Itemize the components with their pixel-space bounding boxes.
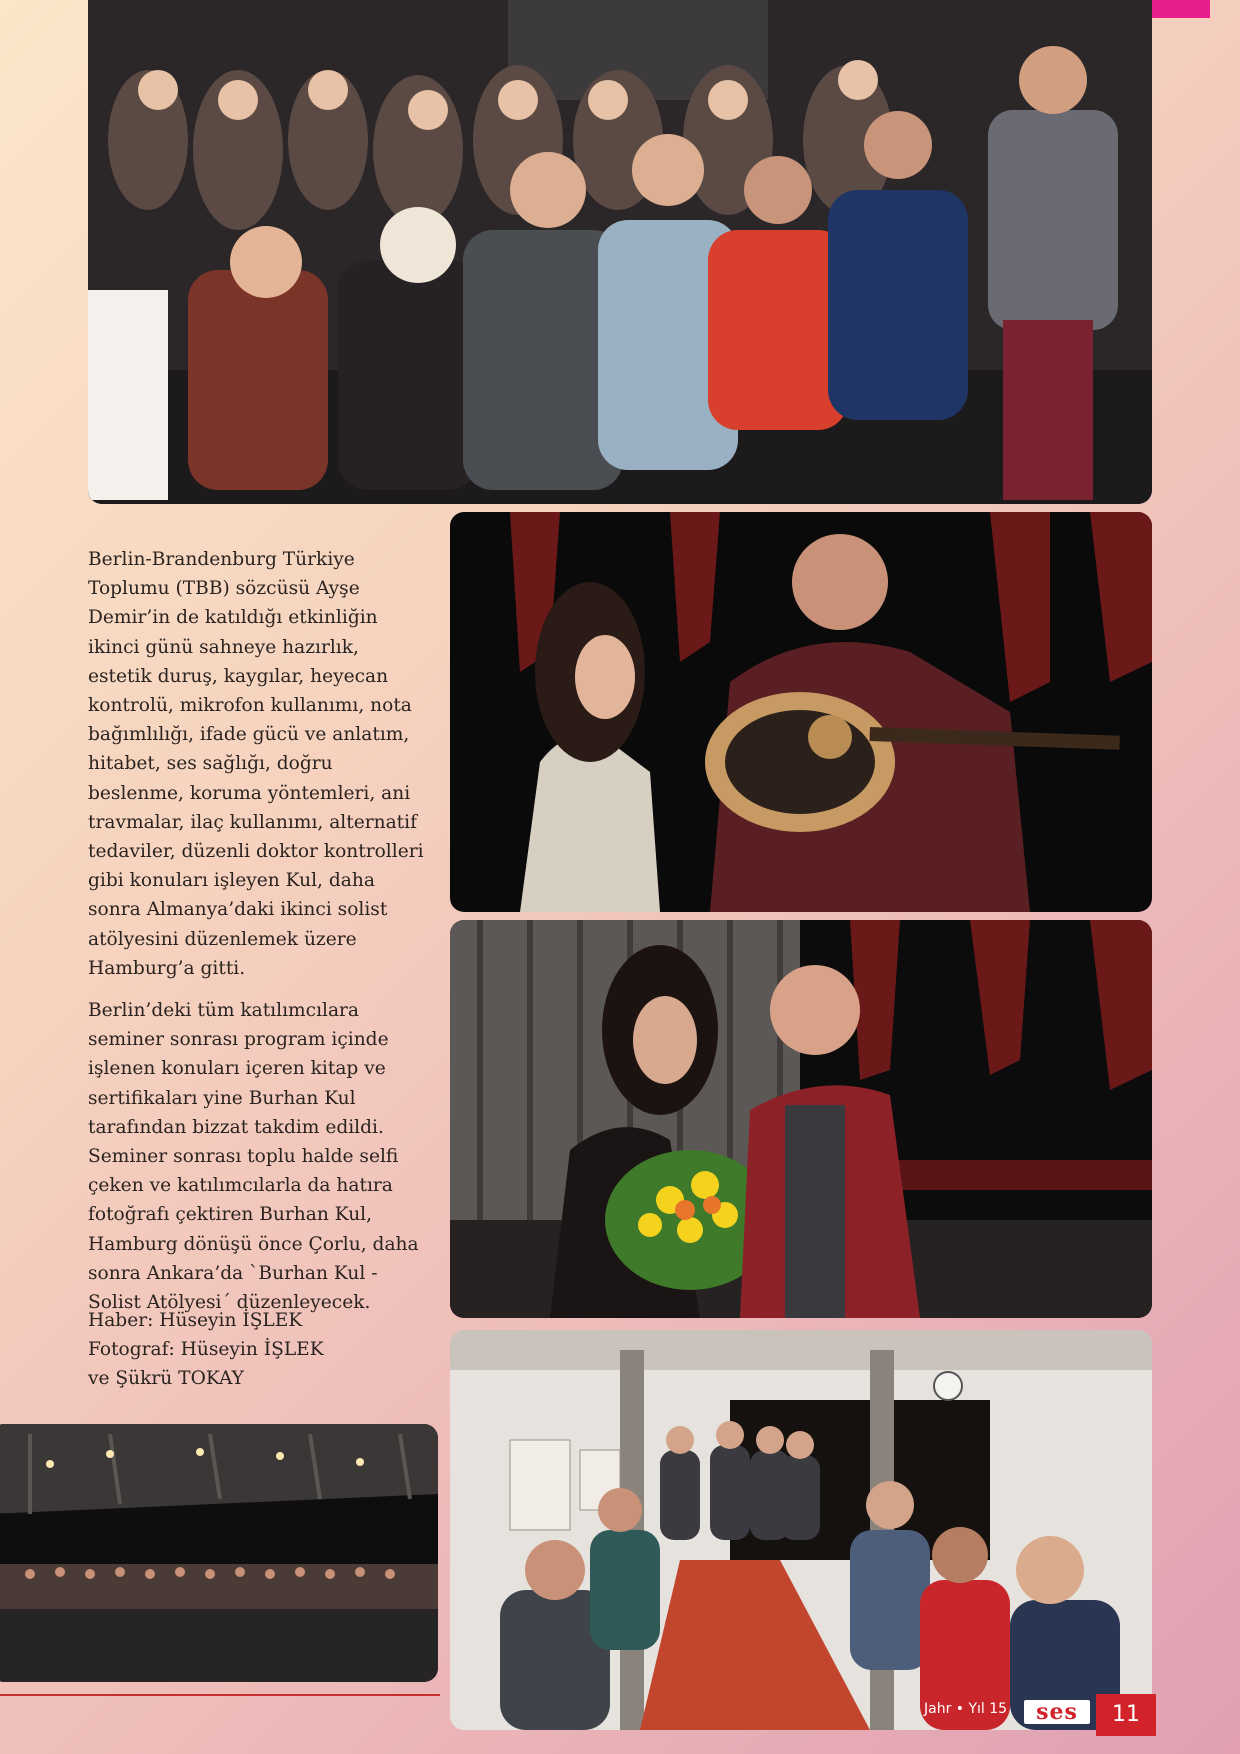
hall-wide-photo [0, 1424, 438, 1682]
credit-line: ve Şükrü TOKAY [88, 1368, 244, 1390]
group-table-photo [450, 1330, 1152, 1730]
ses-logo: ses [1024, 1700, 1090, 1724]
credits [88, 1306, 428, 1394]
credit-line: Haber: Hüseyin İŞLEK [88, 1310, 303, 1331]
article-paragraph: Berlin’deki tüm katılımcılara seminer sonrası program içinde işlenen konuları içeren kitap ve sertifikaları yine Burhan Kul tarafından bizzat takdim edildi. Seminer sonrası toplu halde selfi çeken ve katılımcılarla da hatıra fotoğrafı çektiren Burhan Kul, Hamburg dönüşü önce Çorlu, daha sonra Ankara’da `Burhan Kul - Solist Atölyesi´ düzenleyecek. [88, 1000, 419, 1314]
audience-photo [88, 0, 1152, 504]
article-paragraph: Berlin-Brandenburg Türkiye Toplumu (TBB) sözcüsü Ayşe Demir’in de katıldığı etkinliğin ikinci günü sahneye hazırlık, estetik duruş, kaygılar, heyecan kontrolü, mikrofon kullanımı, nota bağımlılığı, ifade gücü ve anlatım, hitabet, ses sağlığı, doğru beslenme, koruma yöntemleri, ani travmalar, ilaç kullanımı, alternatif tedaviler, düzenli doktor kontrolleri gibi konuları işleyen Kul, daha sonra Almanya’daki ikinci solist atölyesini düzenlemek üzere Hamburg’a gitti. [88, 549, 424, 979]
article-body [88, 545, 428, 1330]
oud-duet-photo [450, 512, 1152, 912]
flowers-photo [450, 920, 1152, 1318]
page-number: 11 [1096, 1694, 1156, 1736]
credit-line: Fotograf: Hüseyin İŞLEK [88, 1339, 324, 1361]
footer-rule [0, 1694, 440, 1696]
issue-label: Jahr • Yıl 15 [924, 1701, 1008, 1717]
